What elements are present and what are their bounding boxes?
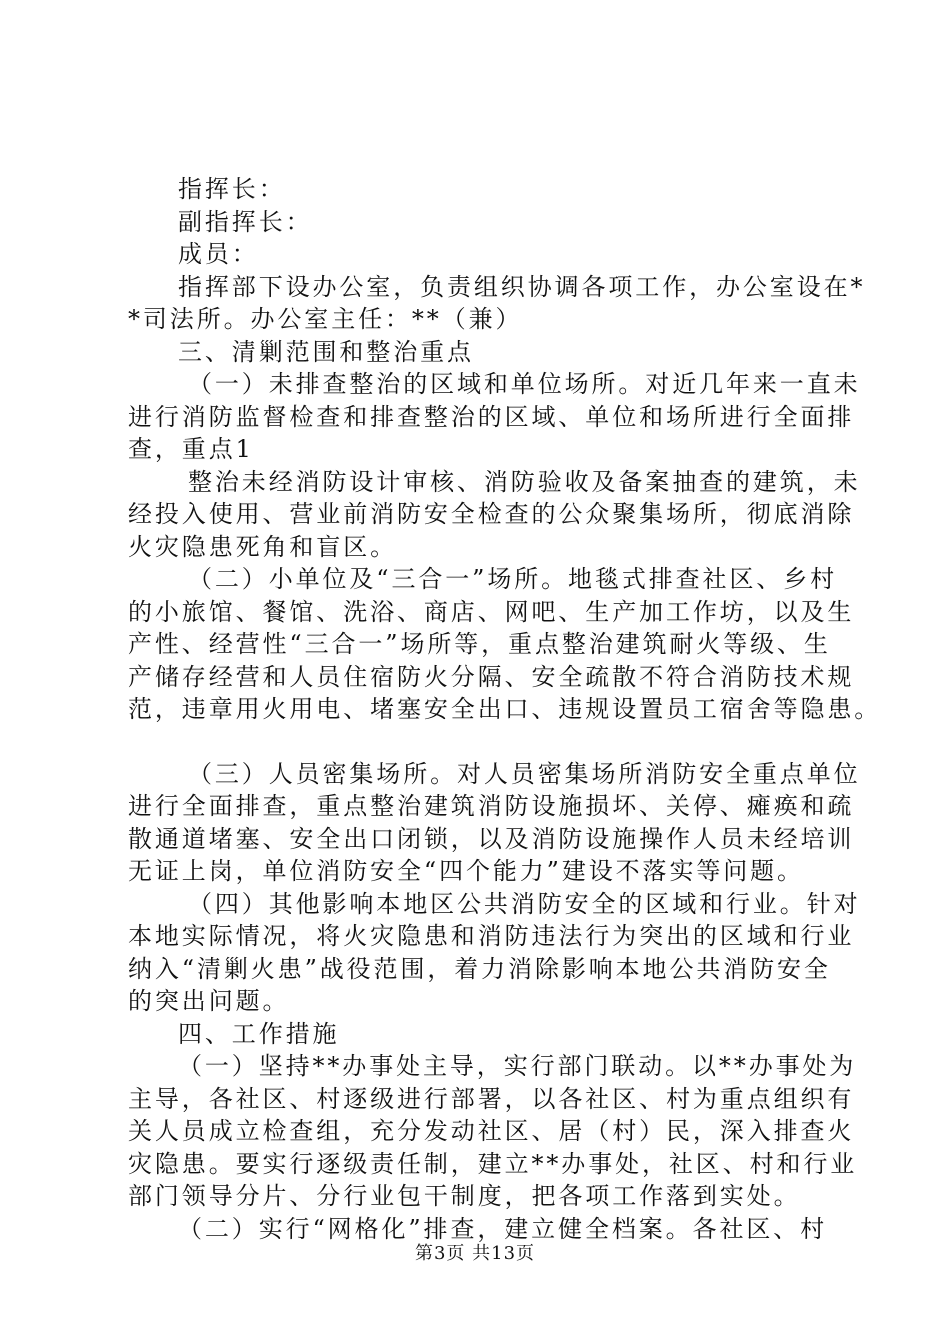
text-line: 火灾隐患死角和盲区。 xyxy=(128,532,397,561)
text-line: 产性、经营性“三合一”场所等，重点整治建筑耐火等级、生 xyxy=(128,630,831,658)
text-line: 指挥长： xyxy=(178,175,286,203)
text-line: 关人员成立检查组，充分发动社区、居（村）民，深入排查火 xyxy=(128,1117,855,1145)
text-line: 部门领导分片、分行业包干制度，把各项工作落到实处。 xyxy=(128,1182,801,1210)
text-line: 的突出问题。 xyxy=(128,987,290,1015)
text-line: 产储存经营和人员住宿防火分隔、安全疏散不符合消防技术规 xyxy=(128,662,855,691)
document-body xyxy=(128,173,882,1245)
page-footer: 第3页 共13页 xyxy=(414,1243,536,1264)
text-line: （四）其他影响本地区公共消防安全的区域和行业。针对 xyxy=(188,889,861,918)
text-line: 的小旅馆、餐馆、洗浴、商店、网吧、生产加工作坊，以及生 xyxy=(128,597,855,626)
text-line: 本地实际情况，将火灾隐患和消防违法行为突出的区域和行业 xyxy=(128,922,855,950)
text-line: 主导，各社区、村逐级进行部署，以各社区、村为重点组织有 xyxy=(128,1084,855,1113)
text-line: 四、工作措施 xyxy=(178,1019,340,1048)
text-line: （一）坚持**办事处主导，实行部门联动。以**办事处为 xyxy=(178,1052,857,1080)
text-line: （一）未排查整治的区域和单位场所。对近几年来一直未 xyxy=(188,370,861,398)
text-line: 指挥部下设办公室，负责组织协调各项工作，办公室设在* xyxy=(178,272,866,301)
text-line: 副指挥长： xyxy=(178,207,313,236)
text-line: 三、清剿范围和整治重点 xyxy=(178,337,474,366)
text-line: 灾隐患。要实行逐级责任制，建立**办事处，社区、村和行业 xyxy=(128,1149,858,1178)
text-line: 成员： xyxy=(178,240,259,268)
text-line xyxy=(128,726,826,758)
text-line: 纳入“清剿火患”战役范围，着力消除影响本地公共消防安全 xyxy=(128,954,831,983)
text-line: 进行全面排查，重点整治建筑消防设施损坏、关停、瘫痪和疏 xyxy=(128,792,855,820)
text-line: 范，违章用火用电、堵塞安全出口、违规设置员工宿舍等隐患。 xyxy=(128,695,882,723)
text-line: 整治未经消防设计审核、消防验收及备案抽查的建筑，未 xyxy=(188,467,861,496)
text-line: 查，重点1 xyxy=(128,435,254,463)
text-line: （二）小单位及“三合一”场所。地毯式排查社区、乡村 xyxy=(188,565,838,593)
text-line: 散通道堵塞、安全出口闭锁，以及消防设施操作人员未经培训 xyxy=(128,824,855,853)
text-line: *司法所。办公室主任：**（兼） xyxy=(128,305,523,333)
text-line: 经投入使用、营业前消防安全检查的公众聚集场所，彻底消除 xyxy=(128,500,855,528)
text-line: 无证上岗，单位消防安全“四个能力”建设不落实等问题。 xyxy=(128,857,804,885)
text-line: （二）实行“网格化”排查，建立健全档案。各社区、村 xyxy=(178,1214,828,1243)
text-line: 进行消防监督检查和排查整治的区域、单位和场所进行全面排 xyxy=(128,402,855,431)
text-line: （三）人员密集场所。对人员密集场所消防安全重点单位 xyxy=(188,759,861,788)
